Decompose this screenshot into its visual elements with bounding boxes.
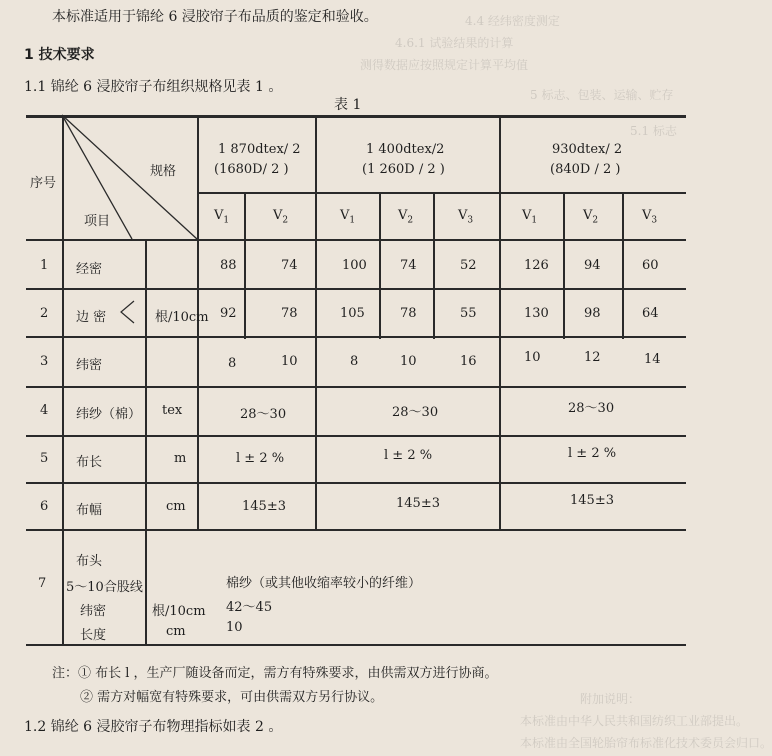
col-v2: $V_2$	[583, 208, 599, 226]
cell: 94	[584, 258, 601, 273]
cell: 14	[644, 352, 661, 367]
cell: 28～30	[568, 401, 615, 416]
cell: 55	[460, 306, 477, 321]
cell: 8	[350, 354, 359, 369]
row-4-no: 4	[40, 403, 49, 418]
header-spec: 规格	[150, 164, 177, 179]
cell: 28～30	[392, 405, 439, 420]
cell: 105	[340, 306, 365, 321]
cell: 16	[460, 354, 477, 369]
cell: 100	[342, 258, 367, 273]
header-diagonal-lines	[62, 115, 198, 240]
group1-spec-dtex: 1 870dtex/ 2	[218, 142, 301, 157]
group2-spec-denier: (1 260D / 2 )	[362, 162, 445, 177]
cell: 10	[400, 354, 417, 369]
cell: 10	[281, 354, 298, 369]
clause-1-2: 1.2 锦纶 6 浸胶帘子布物理指标如表 2 。	[24, 719, 283, 735]
row-3-no: 3	[40, 354, 49, 369]
col-v3: $V_3$	[642, 208, 658, 226]
brace-icon	[118, 300, 136, 324]
clause-1-1: 1.1 锦纶 6 浸胶帘子布组织规格见表 1 。	[24, 79, 283, 95]
header-item: 项目	[84, 214, 111, 229]
row-2-no: 2	[40, 306, 49, 321]
section-heading: 1 技术要求	[24, 47, 95, 63]
cell: 28～30	[240, 407, 287, 422]
row-6-no: 6	[40, 499, 49, 514]
cell: 10	[524, 350, 541, 365]
cell: 52	[460, 258, 477, 273]
cell: 74	[400, 258, 417, 273]
note-2: ② 需方对幅宽有特殊要求，可由供需双方另行协议。	[80, 690, 384, 705]
cell: 92	[220, 306, 237, 321]
cell: 145±3	[242, 499, 286, 514]
cell: 8	[228, 356, 237, 371]
bleed-through-text: 4.4 经纬密度测定	[465, 14, 560, 28]
unit-tex: tex	[162, 403, 183, 418]
cell: l ± 2 %	[236, 451, 285, 466]
row-7-item-length: 长度	[80, 628, 107, 643]
cell: 78	[281, 306, 298, 321]
cell: l ± 2 %	[384, 448, 433, 463]
row-5-no: 5	[40, 451, 49, 466]
cell: 74	[281, 258, 298, 273]
row-7-unit-density: 根/10cm	[152, 604, 206, 619]
row-7-density-value: 42～45	[226, 600, 273, 615]
bleed-through-text: 本标准由全国轮胎帘布标准化技术委员会归口。	[520, 736, 772, 750]
col-v2: $V_2$	[273, 208, 289, 226]
group3-spec-denier: (840D / 2 )	[550, 162, 621, 177]
row-7-no: 7	[38, 576, 47, 591]
cell: 98	[584, 306, 601, 321]
intro-paragraph: 本标准适用于锦纶 6 浸胶帘子布品质的鉴定和验收。	[52, 9, 378, 25]
bleed-through-text: 附加说明：	[580, 692, 641, 706]
cell: 88	[220, 258, 237, 273]
unit-cm: cm	[166, 499, 186, 514]
row-1-item: 经密	[76, 262, 103, 277]
bleed-through-text: 测得数据应按照规定计算平均值	[360, 58, 529, 72]
cell: 145±3	[570, 493, 614, 508]
col-v1: $V_1$	[214, 208, 230, 226]
cell: 12	[584, 350, 601, 365]
cell: l ± 2 %	[568, 446, 617, 461]
bleed-through-text: 5.1 标志	[630, 124, 677, 138]
col-v3: $V_3$	[458, 208, 474, 226]
row-7-length-value: 10	[226, 620, 243, 635]
row-6-item: 布幅	[76, 503, 103, 518]
row-7-item-density: 纬密	[80, 604, 107, 619]
cell: 130	[524, 306, 549, 321]
row-3-item: 纬密	[76, 358, 103, 373]
row-7-unit-cm: cm	[166, 624, 186, 639]
row-7-item-ply: 5～10合股线	[66, 580, 143, 595]
header-seq: 序号	[30, 176, 57, 191]
col-v1: $V_1$	[340, 208, 356, 226]
cell: 126	[524, 258, 549, 273]
col-v2: $V_2$	[398, 208, 414, 226]
bleed-through-text: 5 标志、包装、运输、贮存	[530, 88, 674, 102]
group1-spec-denier: (1680D/ 2 )	[214, 162, 289, 177]
bleed-through-text: 本标准由中华人民共和国纺织工业部提出。	[520, 714, 749, 728]
bleed-through-text: 4.6.1 试验结果的计算	[395, 36, 514, 50]
row-2-item: 边 密	[76, 310, 107, 325]
group2-spec-dtex: 1 400dtex/2	[366, 142, 445, 157]
cell: 78	[400, 306, 417, 321]
row-1-no: 1	[40, 258, 49, 273]
cell: 60	[642, 258, 659, 273]
unit-density: 根/10cm	[155, 310, 209, 325]
row-7-item-head: 布头	[76, 554, 103, 569]
row-5-item: 布长	[76, 455, 103, 470]
col-v1: $V_1$	[522, 208, 538, 226]
row-4-item: 纬纱（棉）	[76, 407, 142, 422]
row-7-material: 棉纱（或其他收缩率较小的纤维）	[226, 576, 422, 591]
cell: 64	[642, 306, 659, 321]
cell: 145±3	[396, 496, 440, 511]
unit-m: m	[174, 451, 187, 466]
note-1: 注：① 布长 l ，生产厂随设备而定，需方有特殊要求，由供需双方进行协商。	[52, 666, 498, 681]
table-title: 表 1	[334, 97, 362, 113]
group3-spec-dtex: 930dtex/ 2	[552, 142, 623, 157]
